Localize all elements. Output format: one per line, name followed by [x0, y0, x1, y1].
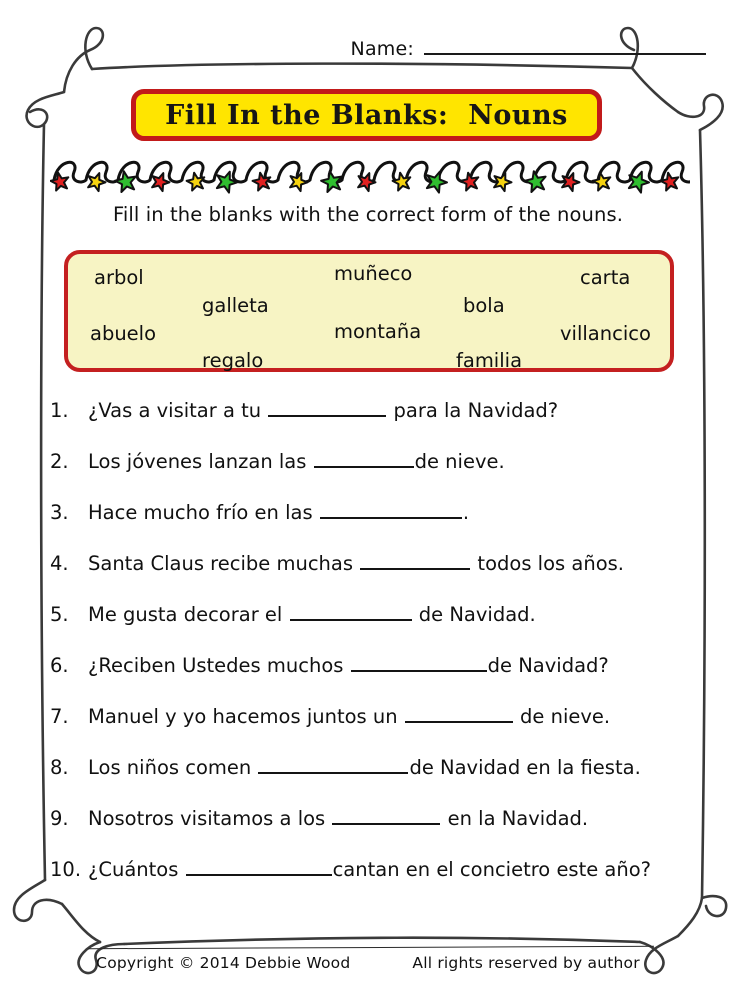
answer-blank[interactable]: [268, 398, 386, 417]
word-bank-word: muñeco: [334, 262, 413, 285]
question-text: [88, 755, 641, 781]
question-text-before-blank: Los jóvenes lanzan las: [88, 450, 313, 473]
question-text-after-blank: de nieve.: [414, 450, 505, 473]
question-text: [88, 500, 469, 526]
question-text-before-blank: ¿Vas a visitar a tu: [88, 399, 268, 422]
footer-divider: [88, 946, 654, 949]
page-title: Fill In the Blanks: Nouns: [165, 99, 568, 131]
word-bank-word: familia: [456, 349, 523, 372]
question-text-before-blank: Santa Claus recibe muchas: [88, 552, 360, 575]
answer-blank[interactable]: [351, 653, 487, 672]
question-row: [0, 806, 736, 857]
question-text-after-blank: .: [462, 501, 470, 524]
question-text: [88, 449, 505, 475]
question-number: 3.: [50, 501, 69, 524]
question-number: 2.: [50, 450, 69, 473]
question-text: [88, 551, 624, 577]
question-text-before-blank: ¿Cuántos: [88, 858, 185, 881]
question-text-before-blank: Nosotros visitamos a los: [88, 807, 332, 830]
garland-star: [358, 173, 375, 191]
garland-star: [593, 173, 611, 191]
answer-blank[interactable]: [314, 449, 414, 468]
garland-star: [88, 173, 105, 191]
question-text-before-blank: Los niños comen: [88, 756, 258, 779]
rights-text: All rights reserved by author: [412, 954, 640, 972]
garland-star: [321, 171, 342, 192]
question-row: [0, 449, 736, 500]
answer-blank[interactable]: [186, 857, 332, 876]
answer-blank[interactable]: [360, 551, 470, 570]
question-text-after-blank: de Navidad.: [412, 603, 536, 626]
garland-star: [152, 173, 169, 191]
garland-star: [525, 171, 546, 192]
question-row: [0, 755, 736, 806]
word-bank-word: arbol: [94, 266, 144, 289]
question-text-after-blank: de Navidad en la fiesta.: [409, 756, 641, 779]
garland-star: [562, 173, 579, 191]
word-bank-word: regalo: [202, 349, 264, 372]
question-row: [0, 500, 736, 551]
worksheet-title-banner: [131, 89, 602, 141]
question-number: 5.: [50, 603, 69, 626]
question-text: [88, 806, 588, 832]
questions-list: [0, 398, 736, 908]
answer-blank[interactable]: [332, 806, 440, 825]
word-bank-word: bola: [463, 294, 505, 317]
garland-star: [253, 173, 271, 191]
question-row: [0, 398, 736, 449]
question-text: [88, 602, 536, 628]
question-text-before-blank: ¿Reciben Ustedes muchos: [88, 654, 350, 677]
word-bank-word: montaña: [334, 320, 422, 343]
question-number: 1.: [50, 399, 69, 422]
question-row: [0, 704, 736, 755]
footer: [0, 954, 736, 972]
question-text: [88, 857, 651, 883]
question-text-after-blank: para la Navidad?: [387, 399, 559, 422]
garland-star: [290, 173, 307, 191]
question-row: [0, 551, 736, 602]
instruction-text: Fill in the blanks with the correct form of the nouns.: [112, 203, 624, 226]
question-text-before-blank: Manuel y yo hacemos juntos un: [88, 705, 404, 728]
name-label: Name:: [350, 38, 414, 60]
answer-blank[interactable]: [258, 755, 408, 774]
answer-blank[interactable]: [405, 704, 513, 723]
question-text-after-blank: todos los años.: [471, 552, 624, 575]
question-number: 9.: [50, 807, 69, 830]
garland-star: [494, 173, 511, 191]
word-bank-word: abuelo: [90, 322, 157, 345]
word-bank-box: [64, 250, 674, 372]
question-row: [0, 653, 736, 704]
word-bank-word: carta: [580, 266, 631, 289]
question-text-after-blank: de Navidad?: [487, 654, 609, 677]
question-number: 7.: [50, 705, 69, 728]
question-row: [0, 857, 736, 908]
answer-blank[interactable]: [320, 500, 462, 519]
star-garland-divider: [50, 156, 690, 202]
word-bank-word: villancico: [560, 322, 651, 345]
garland-star: [461, 173, 479, 191]
question-row: [0, 602, 736, 653]
question-text: [88, 704, 610, 730]
question-text-before-blank: Me gusta decorar el: [88, 603, 289, 626]
question-text-before-blank: Hace mucho frío en las: [88, 501, 319, 524]
question-text: [88, 653, 609, 679]
answer-blank[interactable]: [290, 602, 412, 621]
question-text-after-blank: de nieve.: [513, 705, 611, 728]
copyright-text: Copyright © 2014 Debbie Wood: [96, 954, 351, 972]
question-number: 6.: [50, 654, 69, 677]
question-number: 8.: [50, 756, 69, 779]
question-text: [88, 398, 558, 424]
word-bank-word: galleta: [202, 294, 269, 317]
garland-star: [51, 173, 69, 191]
question-text-after-blank: cantan en el concietro este año?: [332, 858, 652, 881]
question-text-after-blank: en la Navidad.: [441, 807, 589, 830]
question-number: 4.: [50, 552, 69, 575]
name-blank-line[interactable]: [424, 53, 706, 55]
name-row: [0, 38, 736, 60]
question-number: 10.: [50, 858, 82, 881]
